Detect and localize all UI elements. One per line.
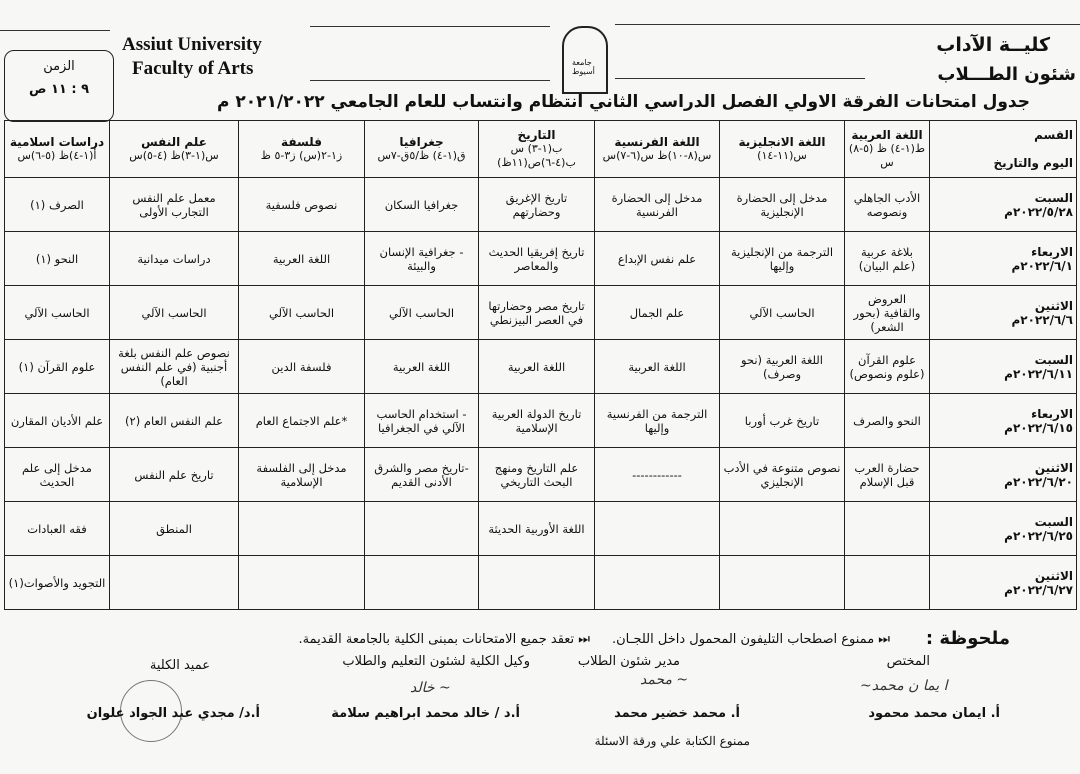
exam-subject-cell: الترجمة من الفرنسية وإليها <box>595 394 720 448</box>
day-date-cell: السبت ٢٠٢٢/٥/٢٨م <box>930 178 1077 232</box>
signature: محمد ~ <box>640 672 689 688</box>
table-row <box>5 232 1077 286</box>
day-date-cell: السبت ٢٠٢٢/٦/١١م <box>930 340 1077 394</box>
table-row <box>5 448 1077 502</box>
exam-subject-cell: النحو (١) <box>5 232 110 286</box>
name-vice-dean: أ.د / خالد محمد ابراهيم سلامة <box>331 706 520 721</box>
column-header: فلسفة ز١-٢(س) ز٣-٥ ظ <box>239 121 365 178</box>
exam-subject-cell: ------------ <box>595 448 720 502</box>
time-label: الزمن <box>43 59 75 74</box>
table-header-row <box>5 121 1077 178</box>
table-row <box>5 502 1077 556</box>
exam-subject-cell: مدخل إلى الحضارة الإنجليزية <box>720 178 845 232</box>
exam-subject-cell: تاريخ الدولة العربية الإسلامية <box>479 394 595 448</box>
exam-subject-cell <box>110 556 239 610</box>
exam-subject-cell: علم نفس الإبداع <box>595 232 720 286</box>
exam-subject-cell <box>239 556 365 610</box>
divider <box>0 30 110 31</box>
name-dean: أ.د/ مجدي عبد الجواد علوان <box>86 706 260 721</box>
university-logo: جامعة أسيوط <box>562 26 608 94</box>
column-header: اللغة الفرنسية س(٨-١٠)ظ س(٦-٧)س <box>595 121 720 178</box>
exam-subject-cell: علم الجمال <box>595 286 720 340</box>
exam-subject-cell: تاريخ غرب أوربا <box>720 394 845 448</box>
exam-subject-cell: تاريخ الإغريق وحضارتهم <box>479 178 595 232</box>
exam-subject-cell <box>479 556 595 610</box>
exam-subject-cell: اللغة العربية <box>365 340 479 394</box>
table-row <box>5 394 1077 448</box>
exam-subject-cell: فقه العبادات <box>5 502 110 556</box>
exam-subject-cell: جغرافيا السكان <box>365 178 479 232</box>
exam-subject-cell <box>720 502 845 556</box>
note-label: ملحوظة : <box>925 628 1010 649</box>
day-date-cell: الاثنين ٢٠٢٢/٦/٢٧م <box>930 556 1077 610</box>
time-box <box>4 50 114 122</box>
note-phones: ⏭ ممنوع اصطحاب التليفون المحمول داخل اللجـان. <box>612 632 890 647</box>
exam-subject-cell: حضارة العرب قبل الإسلام <box>845 448 930 502</box>
exam-subject-cell: علم التاريخ ومنهج البحث التاريخي <box>479 448 595 502</box>
exam-subject-cell: نصوص متنوعة في الأدب الإنجليزي <box>720 448 845 502</box>
signature: ~ا يما ن محمد <box>860 678 948 694</box>
exam-subject-cell: الترجمة من الإنجليزية وإليها <box>720 232 845 286</box>
exam-subject-cell: نصوص علم النفس بلغة أجنبية (في علم النفس العام) <box>110 340 239 394</box>
day-date-cell: الاربعاء ٢٠٢٢/٦/١م <box>930 232 1077 286</box>
exam-subject-cell: الحاسب الآلي <box>365 286 479 340</box>
exam-subject-cell: دراسات ميدانية <box>110 232 239 286</box>
exam-subject-cell: النحو والصرف <box>845 394 930 448</box>
exam-subject-cell: بلاغة عربية (علم البيان) <box>845 232 930 286</box>
faculty-name-ar: كليــة الآداب <box>936 34 1050 56</box>
exam-subject-cell: التجويد والأصوات(١) <box>5 556 110 610</box>
table-row <box>5 556 1077 610</box>
column-header: التاريخ ب(١-٣) س ب(٤-٦)ص(١١ظ) <box>479 121 595 178</box>
exam-subject-cell: اللغة العربية <box>479 340 595 394</box>
bottom-note: ممنوع الكتابة علي ورقة الاسئلة <box>594 734 750 748</box>
time-value: ٩ : ١١ ص <box>28 82 90 97</box>
exam-subject-cell: الحاسب الآلي <box>110 286 239 340</box>
exam-subject-cell <box>365 556 479 610</box>
exam-subject-cell <box>239 502 365 556</box>
exam-subject-cell <box>845 502 930 556</box>
exam-subject-cell: علوم القرآن (علوم ونصوص) <box>845 340 930 394</box>
exam-subject-cell <box>720 556 845 610</box>
day-date-cell: الاثنين ٢٠٢٢/٦/٢٠م <box>930 448 1077 502</box>
exam-subject-cell: تاريخ إفريقيا الحديث والمعاصر <box>479 232 595 286</box>
day-date-cell: الاثنين ٢٠٢٢/٦/٦م <box>930 286 1077 340</box>
exam-subject-cell: الحاسب الآلي <box>720 286 845 340</box>
exam-subject-cell: علم الأديان المقارن <box>5 394 110 448</box>
exam-subject-cell: الأدب الجاهلي ونصوصه <box>845 178 930 232</box>
exam-table <box>4 120 1077 610</box>
university-name: Assiut University <box>122 34 262 55</box>
role-student-affairs: مدير شئون الطلاب <box>577 654 680 669</box>
table-row <box>5 340 1077 394</box>
exam-subject-cell: العروض والقافية (بحور الشعر) <box>845 286 930 340</box>
exam-subject-cell: اللغة العربية (نحو وصرف) <box>720 340 845 394</box>
exam-subject-cell: فلسفة الدين <box>239 340 365 394</box>
exam-subject-cell: اللغة العربية <box>239 232 365 286</box>
exam-subject-cell: نصوص فلسفية <box>239 178 365 232</box>
exam-subject-cell: - جغرافية الإنسان والبيئة <box>365 232 479 286</box>
exam-subject-cell: مدخل إلى الفلسفة الإسلامية <box>239 448 365 502</box>
exam-subject-cell: معمل علم النفس التجارب الأولى <box>110 178 239 232</box>
exam-subject-cell: - استخدام الحاسب الآلي في الجغرافيا <box>365 394 479 448</box>
name-specialist: أ. ايمان محمد محمود <box>868 706 1000 721</box>
exam-subject-cell <box>365 502 479 556</box>
exam-subject-cell <box>595 556 720 610</box>
day-date-cell: السبت ٢٠٢٢/٦/٢٥م <box>930 502 1077 556</box>
column-header: اللغة الانجليزية س(١١-١٤) <box>720 121 845 178</box>
table-row <box>5 178 1077 232</box>
exam-subject-cell: مدخل إلى الحضارة الفرنسية <box>595 178 720 232</box>
exam-subject-cell: المنطق <box>110 502 239 556</box>
page-title: جدول امتحانات الفرقة الاولي الفصل الدراسي الثاني انتظام وانتساب للعام الجامعي ٢٠٢١/٢٠٢٢ م <box>217 92 1030 112</box>
role-vice-dean: وكيل الكلية لشئون التعليم والطلاب <box>342 654 530 669</box>
exam-subject-cell: اللغة الأوربية الحديثة <box>479 502 595 556</box>
exam-subject-cell: مدخل إلى علم الحديث <box>5 448 110 502</box>
exam-subject-cell: -تاريخ مصر والشرق الأدنى القديم <box>365 448 479 502</box>
exam-subject-cell: الحاسب الآلي <box>5 286 110 340</box>
column-header: علم النفس س(١-٣)ظ (٤-٥)س <box>110 121 239 178</box>
exam-subject-cell: اللغة العربية <box>595 340 720 394</box>
divider <box>615 24 1080 25</box>
exam-subject-cell: تاريخ علم النفس <box>110 448 239 502</box>
note-location: ⏭ تعقد جميع الامتحانات بمبنى الكلية بالجامعة القديمة. <box>298 632 590 647</box>
exam-subject-cell: *علم الاجتماع العام <box>239 394 365 448</box>
exam-subject-cell: تاريخ مصر وحضارتها في العصر البيزنطي <box>479 286 595 340</box>
column-header: اللغة العربية ط(١-٤) ظ (٥-٨) س <box>845 121 930 178</box>
name-student-affairs: أ. محمد خضير محمد <box>614 706 740 721</box>
exam-subject-cell: الصرف (١) <box>5 178 110 232</box>
column-header: جغرافيا ق(١-٤) ظ/٥ق-٧س <box>365 121 479 178</box>
column-header: دراسات اسلامية أ(١-٤)ظ (٥-٦)س <box>5 121 110 178</box>
exam-subject-cell: علم النفس العام (٢) <box>110 394 239 448</box>
exam-subject-cell <box>845 556 930 610</box>
table-row <box>5 286 1077 340</box>
divider <box>310 26 550 27</box>
divider <box>310 80 550 81</box>
exam-subject-cell: علوم القرآن (١) <box>5 340 110 394</box>
faculty-name: Faculty of Arts <box>132 58 254 79</box>
department-name-ar: شئون الطـــلاب <box>937 64 1076 85</box>
signature: خالد ~ <box>410 680 451 696</box>
role-specialist: المختص <box>886 654 930 669</box>
role-dean: عميد الكلية <box>149 658 210 673</box>
exam-subject-cell: الحاسب الآلي <box>239 286 365 340</box>
exam-subject-cell <box>595 502 720 556</box>
day-date-cell: الاربعاء ٢٠٢٢/٦/١٥م <box>930 394 1077 448</box>
corner-header: القسم اليوم والتاريخ <box>930 121 1077 178</box>
divider <box>615 78 865 79</box>
